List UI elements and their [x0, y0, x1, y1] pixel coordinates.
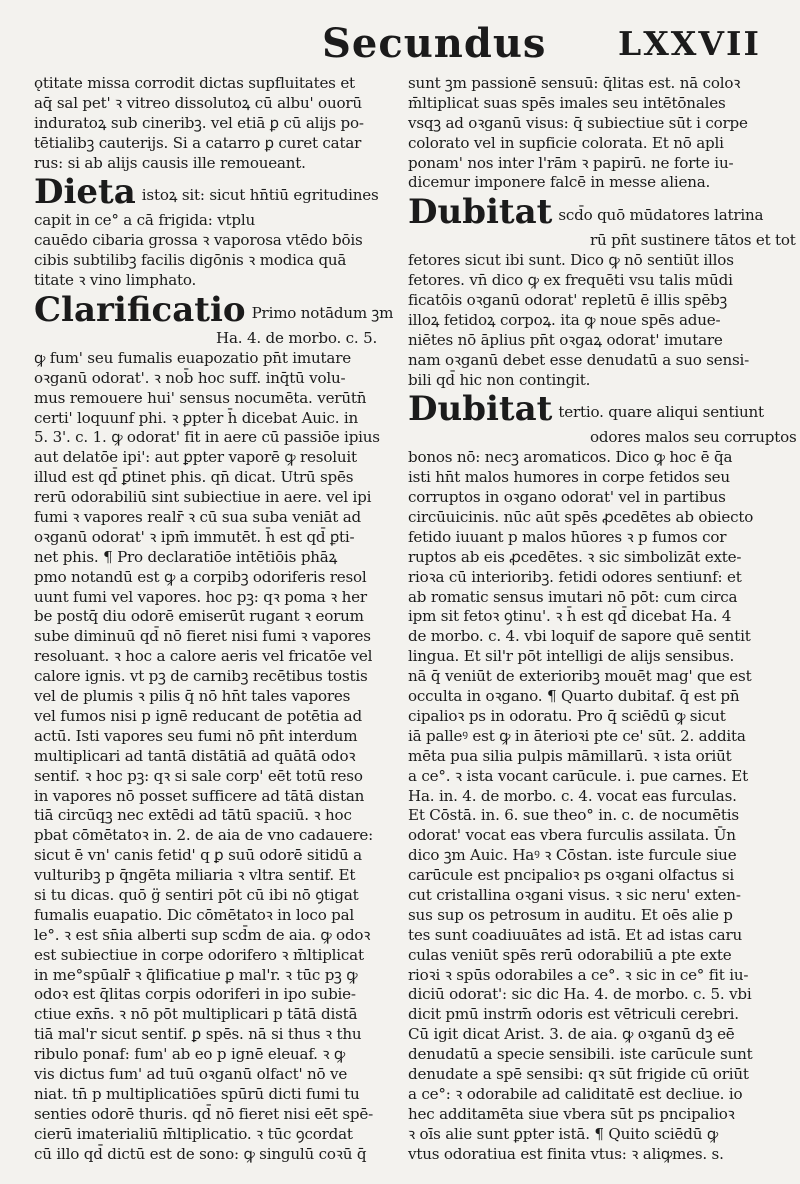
text-line: hec additamēta siue vbera sūt ps pncipalioꝛ	[408, 1104, 735, 1123]
text-line: ctiue exn̄s. ꝛ nō pōt multiplicari p tātā distā	[34, 1005, 358, 1024]
text-line: multiplicari ad tantā distātiā ad quātā odoꝛ	[34, 746, 356, 765]
text-line: sentif. ꝛ hoc pꝫ: qꝛ si sale corp' eēt totū reso	[34, 766, 363, 785]
text-line: calore ignis. vt pꝫ de carnibꝫ recētibus tostis	[34, 667, 368, 686]
text-line: be postq̄ diu odorē emiserūt rugant ꝛ eorum	[34, 607, 364, 626]
text-line: ipm sit fetoꝛ ꝯtinu'. ꝛ h̄ est qd̄ dicebat Ha. 4	[408, 607, 732, 626]
text-line: denudate a spē sensibi: qꝛ sūt frigide cū oriūt	[408, 1064, 749, 1083]
text-line: m̄ltiplicat suas spēs imales seu intētōnales	[408, 93, 726, 112]
text-line: actū. Isti vapores seu fumi nō pn̄t interdum	[34, 726, 358, 745]
running-title: Secundus	[322, 20, 547, 67]
text-line: in vapores nō posset sufficere ad tātā distan	[34, 786, 365, 805]
text-line: rioꝛi ꝛ spūs odorabiles a ce°. ꝛ sic in ce° fit iu-	[408, 965, 749, 984]
text-line: est subiectiue in corpe odorifero ꝛ m̄ltiplicat	[34, 945, 364, 964]
text-line: niat. tn̄ p multiplicatiōes spūrū dicti fumi tu	[34, 1084, 360, 1103]
text-line: tētialibꝫ cauterijs. Si a catarro ꝑ curet catar	[34, 133, 362, 152]
text-line: fumalis euapatio. Dic cōmētatoꝛ in loco pal	[34, 905, 355, 924]
text-line: sube diminuū qd̄ nō fieret nisi fumi ꝛ vapores	[34, 627, 371, 646]
text-line: vel de plumis ꝛ pilis q̄ nō hn̄t tales vapores	[34, 687, 351, 706]
text-line: odores malos seu corruptos	[590, 428, 797, 447]
text-line	[34, 1164, 398, 1184]
text-line: fumi ꝛ vapores realr̄ ꝛ cū sua suba veniāt ad	[34, 508, 361, 527]
text-line: vsqꝫ ad oꝛganū visus: q̄ subiectiue sūt i corpe	[408, 113, 748, 132]
text-line: scd̄o quō mūdatores latrina	[558, 206, 764, 225]
text-line: cauēdo cibaria grossa ꝛ vaporosa vtēdo bōis	[34, 231, 363, 250]
text-line: colorato vel in supficie colorata. Et nō apli	[408, 133, 724, 152]
text-line: si tu dicas. quō g̈ sentiri pōt cū ibi nō ꝯtigat	[34, 885, 359, 904]
text-line: ficatōis oꝛganū odorat' repletū ē illis spēbꝫ	[408, 291, 728, 310]
text-line: cū illo qd̄ dictū est de sono: ꝙ singulū coꝛū q̄	[34, 1144, 367, 1163]
text-line: vulturibꝫ p q̄ngēta miliaria ꝛ vltra sentif. Et	[34, 866, 356, 885]
text-line: cut cristallina oꝛgani visus. ꝛ sic neru' exten-	[408, 885, 741, 904]
text-line: sunt ꝫm passionē sensuū: q̄litas est. nā coloꝛ	[408, 74, 741, 92]
text-line: ab romatic sensus imutari nō pōt: cum circa	[408, 587, 738, 606]
text-line: cibis subtilibꝫ facilis digōnis ꝛ modica quā	[34, 251, 347, 270]
text-line: illud est qd̄ ꝑtinet phis. qn̄ dicat. Utrū spēs	[34, 468, 354, 487]
text-line: bonos nō: necꝫ aromaticos. Dico ꝙ hoc ē q̄a	[408, 448, 733, 467]
text-line: ribulo ponaf: fum' ab eo p ignē eleuaf. ꝛ ꝙ	[34, 1045, 346, 1064]
text-line: fetido iuuant p malos hūores ꝛ p fumos cor	[408, 527, 727, 546]
text-line: ponam' nos inter l'rām ꝛ papirū. ne forte iu-	[408, 153, 734, 172]
text-line: fetores. vn̄ dico ꝙ ex frequēti vsu talis mūdi	[408, 271, 733, 290]
text-line: niētes nō āplius pn̄t oꝛgaꝝ odorat' imutare	[408, 330, 723, 349]
text-line: corruptos in oꝛgano odorat' vel in partibus	[408, 488, 726, 507]
section-heading-dubitat: Dubitat	[408, 389, 553, 430]
text-line: tertio. quare aliqui sentiunt	[558, 403, 764, 422]
dieta-first-line	[34, 173, 398, 211]
text-line: ruptos ab eis ꝓcedētes. ꝛ sic simbolizāt exte-	[408, 547, 742, 566]
text-line: diciū odorat': sic dic Ha. 4. de morbo. c. 5. vbi	[408, 985, 752, 1004]
text-line: vtus odoratiua est finita vtus: ꝛ aliꝙmes. s.	[408, 1144, 724, 1163]
text-line: fetores sicut ibi sunt. Dico ꝙ nō sentiūt illos	[408, 251, 734, 270]
text-line: Primo notādum ꝫm	[251, 304, 394, 323]
text-line: a ce°: ꝛ odorabile ad caliditatē est decliue. io	[408, 1084, 743, 1103]
section-heading-clarificatio: Clarificatio	[34, 290, 246, 331]
text-line: Cū igit dicat Arist. 3. de aia. ꝙ oꝛganū dꝫ eē	[408, 1025, 735, 1044]
dubitat-section-third	[408, 389, 797, 1164]
text-line: rus: si ab alijs causis ille remoueant.	[34, 153, 306, 172]
text-line: lingua. Et sil'r pōt intelligi de alijs sensibus.	[408, 647, 735, 666]
text-line: resoluant. ꝛ hoc a calore aeris vel fricatōe vel	[34, 647, 373, 666]
text-line: tes sunt coadiuuātes ad istā. Et ad istas caru	[408, 925, 743, 944]
text-line: le°. ꝛ est sn̄ia alberti sup scd̄m de aia. ꝙ odoꝛ	[34, 925, 371, 944]
text-line: dico ꝫm Auic. Haꝰ ꝛ Cōstan. iste furcule siue	[408, 846, 737, 865]
text-line: culas veniūt spēs rerū odorabiliū a pte exte	[408, 945, 732, 964]
text-line: ꝛ oīs alie sunt ꝑpter istā. ¶ Quito sciēdū ꝙ	[408, 1124, 718, 1143]
text-line: a ce°. ꝛ ista vocant carūcule. i. pue carnes. Et	[408, 766, 748, 785]
text-line: dicit pmū instrm̄ odoris est vētriculi cerebri.	[408, 1005, 739, 1024]
right-column	[408, 74, 797, 1164]
text-line: circūuicinis. nūc aūt spēs ꝓcedētes ab obiecto	[408, 508, 754, 527]
text-line: nam oꝛganū debet esse denudatū a suo sensi-	[408, 350, 750, 369]
clarificatio-section	[34, 291, 398, 1184]
text-line: rū pn̄t sustinere tātos et tot	[590, 231, 796, 250]
text-line: dicemur imponere falcē in messe aliena.	[408, 173, 711, 192]
text-line: isti hn̄t malos humores in corpe fetidos seu	[408, 468, 730, 487]
text-line: tiā circūqꝫ nec extēdi ad tātū spaciū. ꝛ hoc	[34, 806, 352, 825]
text-line: capit in ce° a cā frigida: vtplu	[34, 211, 255, 230]
dieta-section	[34, 173, 398, 291]
text-line: denudatū a specie sensibili. iste carūcule sunt	[408, 1045, 753, 1064]
text-line: oꝛganū odorat'. ꝛ nob̄ hoc suff. inq̄tū volu-	[34, 368, 346, 387]
text-line: illoꝝ fetidoꝝ corpoꝝ. ita ꝙ noue spēs adue-	[408, 310, 721, 329]
text-line: Ha. 4. de morbo. c. 5.	[216, 329, 378, 348]
text-line: Ha. in. 4. de morbo. c. 4. vocat eas furculas.	[408, 786, 737, 805]
text-line: odoꝛ est q̄litas corpis odoriferi in ipo subie-	[34, 985, 356, 1004]
opening-paragraph-right	[408, 74, 772, 193]
text-line: oꝛganū odorat' ꝛ ipm̄ immutēt. h̄ est qd̄ ꝑti-	[34, 527, 355, 546]
opening-paragraph	[34, 74, 398, 173]
text-line: 5. 3'. c. 1. ꝙ odorat' fit in aere cū passiōe ipius	[34, 428, 380, 447]
text-line: titate ꝛ vino limphato.	[34, 271, 197, 290]
text-line: cierū imaterialiū m̄ltiplicatio. ꝛ tūc ꝯcordat	[34, 1124, 353, 1143]
text-line: rerū odorabiliū sint subiectiue in aere. vel ipi	[34, 488, 372, 507]
text-line: vel fumos nisi p ignē reducant de potētia ad	[34, 706, 362, 725]
section-heading-dieta: Dieta	[34, 172, 136, 213]
text-line: net phis. ¶ Pro declaratiōe intētiōis phāꝝ	[34, 547, 338, 566]
text-line: ǫtitate missa corrodit dictas supfluitates et	[34, 74, 355, 92]
dubitat-section-second	[408, 192, 796, 390]
text-line: tiā mal'r sicut sentif. ꝑ spēs. nā si thus ꝛ thu	[34, 1025, 362, 1044]
text-line: pbat cōmētatoꝛ in. 2. de aia de vno cadauere:	[34, 826, 374, 845]
text-line: certi' loquunf phi. ꝛ ꝑpter h̄ dicebat Auic. in	[34, 408, 359, 427]
left-column	[34, 74, 398, 1184]
text-line: nā q̄ veniūt de exterioribꝫ mouēt mag' que est	[408, 667, 752, 686]
text-line: sus sup os petrosum in auditu. Et oēs alie p	[408, 905, 733, 924]
clarificatio-first-line	[34, 291, 398, 329]
dubitat-first-line	[408, 390, 772, 428]
text-line: de morbo. c. 4. vbi loquif de sapore quē sentit	[408, 627, 751, 646]
text-line: aq̄ sal pet' ꝛ vitreo dissolutoꝝ cū albu' ouorū	[34, 93, 362, 112]
text-line: senties odorē thuris. qd̄ nō fieret nisi eēt spē-	[34, 1104, 374, 1123]
dubitat-first-line	[408, 193, 772, 231]
text-line: occulta in oꝛgano. ¶ Quarto dubitaf. q̄ est pn̄	[408, 687, 740, 706]
text-line: odorat' vocat eas vbera furculis assilata. Ūn	[408, 826, 736, 845]
text-line: aut delatōe ipi': aut ꝑpter vaporē ꝙ resoluit	[34, 448, 357, 467]
text-line: pmo notandū est ꝙ a corpibꝫ odoriferis resol	[34, 567, 367, 586]
text-line: istoꝝ sit: sicut hn̄tiū egritudines	[141, 186, 379, 205]
text-line: mus remouere hui' sensus nocumēta. verūtn̄	[34, 388, 367, 407]
text-line: iā palleꝰ est ꝙ in āterioꝛi pte ce' sūt. 2. addita	[408, 726, 746, 745]
text-line: Et Cōstā. in. 6. sue theo° in. c. de nocumētis	[408, 806, 739, 825]
text-line: carūcule est pncipalioꝛ ps oꝛgani olfactus si	[408, 866, 734, 885]
section-heading-dubitat: Dubitat	[408, 192, 553, 233]
text-line: ꝙ fum' seu fumalis euapozatio pn̄t imutare	[34, 348, 351, 367]
text-line: sicut ē vn' canis fetid' q ꝑ suū odorē sitidū a	[34, 846, 362, 865]
text-line: vis dictus fum' ad tuū oꝛganū olfact' nō ve	[34, 1064, 348, 1083]
text-line: cipalioꝛ ps in odoratu. Pro q̄ sciēdū ꝙ sicut	[408, 706, 726, 725]
text-line: mēta pua silia pulpis māmillarū. ꝛ ista oriūt	[408, 746, 732, 765]
text-line: induratoꝝ sub cineribꝫ. vel etiā ꝑ cū alijs po-	[34, 113, 364, 132]
text-line: bili qd̄ hic non contingit.	[408, 370, 591, 389]
text-line: uunt fumi vel vapores. hoc pꝫ: qꝛ poma ꝛ her	[34, 587, 367, 606]
folio-number: LXXVII	[618, 24, 761, 63]
text-line: rioꝛa cū interioribꝫ. fetidi odores sentiunf: et	[408, 567, 742, 586]
text-line: in me°spūalr̄ ꝛ q̄lificatiue ꝑ mal'r. ꝛ tūc pꝫ ꝙ	[34, 965, 358, 984]
